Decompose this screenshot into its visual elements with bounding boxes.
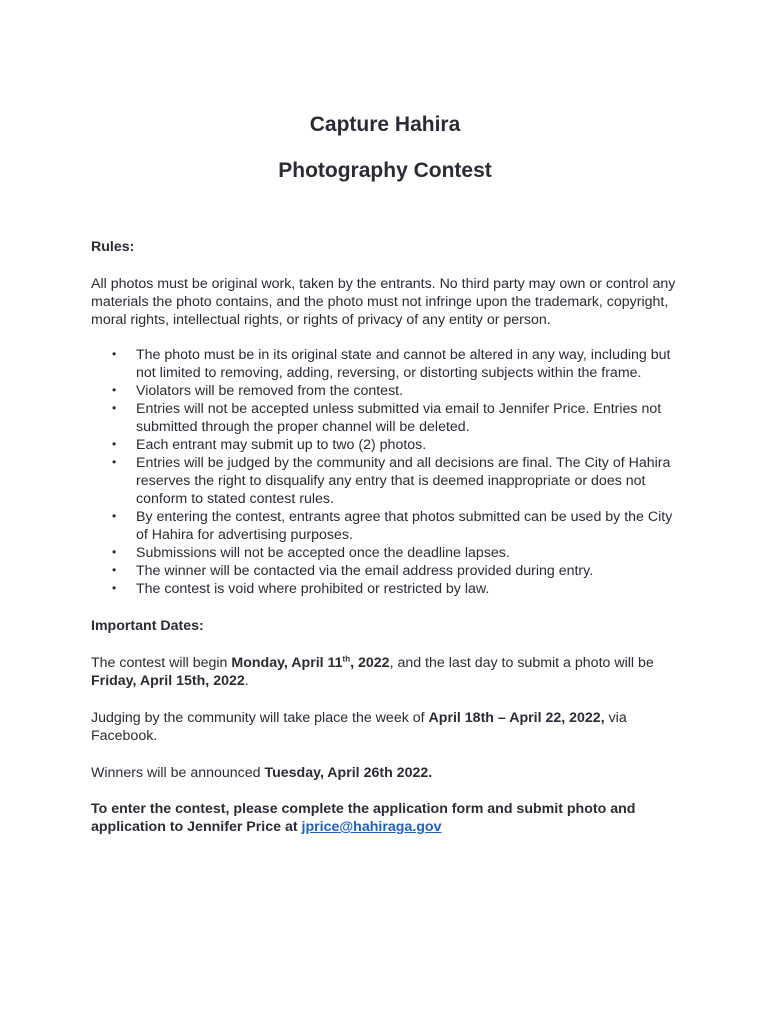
judging-paragraph	[91, 709, 683, 745]
begin-date-year: , 2022	[350, 655, 390, 671]
bullet-icon: •	[112, 581, 117, 595]
bullet-icon: •	[112, 383, 117, 397]
rule-text: Entries will not be accepted unless submitted via email to Jennifer Price. Entries not submitted through the proper channel will be deleted.	[136, 401, 662, 435]
rules-list-item	[91, 562, 683, 580]
rule-text: By entering the contest, entrants agree that photos submitted can be used by the City of Hahira for advertising purposes.	[136, 509, 673, 543]
enter-paragraph	[91, 800, 683, 836]
end-date: Friday, April 15th, 2022	[91, 673, 245, 689]
begin-date-main: Monday, April 11	[231, 655, 343, 671]
winners-prefix: Winners will be announced	[91, 765, 265, 781]
winners-date: Tuesday, April 26th 2022.	[264, 765, 433, 781]
rules-intro: All photos must be original work, taken by the entrants. No third party may own or control any materials the photo contains, and the photo must not infringe upon the trademark, copyright, moral rights, intellectual rights, or rights of privacy of any entity or person.	[91, 276, 676, 328]
rules-list-item	[91, 580, 683, 598]
rule-text: Violators will be removed from the contest.	[136, 383, 404, 399]
judging-prefix: Judging by the community will take place the week of	[91, 710, 429, 726]
winners-paragraph	[91, 764, 683, 782]
rules-list-item	[91, 400, 683, 436]
rules-list-item	[91, 346, 683, 382]
bullet-icon: •	[112, 401, 117, 415]
rules-list-item	[91, 382, 683, 400]
rules-list-item	[91, 508, 683, 544]
rules-list-item	[91, 436, 683, 454]
document-body	[91, 238, 683, 836]
rule-text: The contest is void where prohibited or restricted by law.	[136, 581, 490, 597]
document-title: Capture Hahira	[309, 113, 461, 136]
begin-prefix: The contest will begin	[91, 655, 232, 671]
rule-text: The photo must be in its original state and cannot be altered in any way, including but not limited to removing, adding, reversing, or distorting subjects within the frame.	[136, 347, 671, 381]
rule-text: Entries will be judged by the community and all decisions are final. The City of Hahira reserves the right to disqualify any entry that is deemed inappropriate or does not conform to stated contest rules.	[136, 455, 671, 507]
rule-text: Each entrant may submit up to two (2) photos.	[136, 437, 427, 453]
begin-date-ordinal: th	[342, 654, 351, 664]
enter-text: To enter the contest, please complete the application form and submit photo and application to Jennifer Price at	[91, 801, 636, 835]
rules-list-item	[91, 454, 683, 508]
begin-date	[231, 655, 389, 671]
document-subtitle: Photography Contest	[278, 159, 492, 182]
rules-list-item	[91, 544, 683, 562]
contest-begin-paragraph	[91, 654, 683, 690]
rules-heading: Rules:	[91, 239, 135, 255]
judging-dates: April 18th – April 22, 2022,	[428, 710, 605, 726]
rule-text: The winner will be contacted via the email address provided during entry.	[136, 563, 594, 579]
bullet-icon: •	[112, 437, 117, 451]
rules-list	[91, 346, 683, 598]
bullet-icon: •	[112, 545, 117, 559]
email-link[interactable]: jprice@hahiraga.gov	[301, 819, 442, 835]
bullet-icon: •	[112, 563, 117, 577]
bullet-icon: •	[112, 455, 117, 469]
begin-suffix: .	[244, 673, 249, 689]
bullet-icon: •	[112, 509, 117, 523]
rule-text: Submissions will not be accepted once the deadline lapses.	[136, 545, 510, 561]
bullet-icon: •	[112, 347, 117, 361]
important-dates-heading: Important Dates:	[91, 618, 204, 634]
begin-middle: , and the last day to submit a photo will be	[389, 655, 654, 671]
judging-suffix: via Facebook.	[91, 710, 627, 744]
